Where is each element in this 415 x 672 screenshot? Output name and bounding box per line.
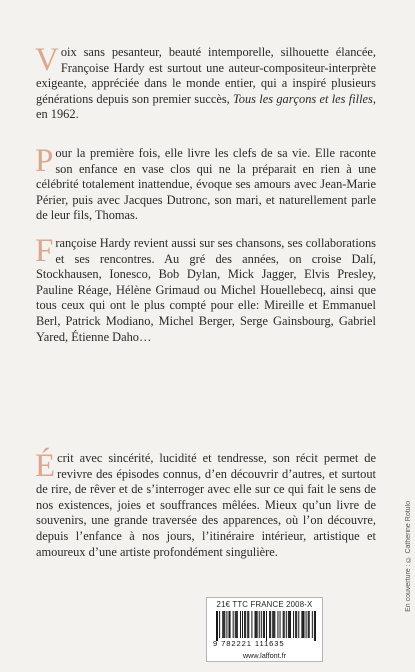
barcode-bar	[236, 611, 237, 638]
barcode-bar	[224, 611, 225, 638]
barcode-bar	[302, 611, 303, 638]
barcode-bar	[255, 611, 256, 638]
barcode-bar	[286, 611, 287, 638]
barcode-bar	[290, 611, 291, 638]
barcode-bar	[315, 611, 316, 641]
barcode-bar	[280, 611, 281, 638]
paragraph-intro	[35, 42, 376, 123]
drop-cap: F	[35, 233, 54, 269]
barcode-bar	[272, 611, 273, 638]
barcode-image	[216, 611, 316, 641]
barcode-bar	[289, 611, 290, 638]
paragraph-life	[35, 143, 376, 224]
barcode-box	[206, 597, 323, 662]
barcode-bar	[261, 611, 262, 638]
barcode-bar	[247, 611, 248, 638]
barcode-bar	[216, 611, 217, 641]
barcode-bar	[264, 611, 265, 638]
barcode-bar	[251, 611, 252, 638]
barcode-bar	[306, 611, 307, 638]
barcode-bar	[242, 611, 243, 638]
barcode-bar	[219, 611, 220, 638]
barcode-bar	[230, 611, 231, 638]
barcode-bar	[298, 611, 299, 638]
paragraph-tail: , en 1962.	[36, 91, 376, 122]
song-title: Tous les garçons et les filles	[233, 91, 373, 106]
barcode-bar	[283, 611, 284, 638]
barcode-bar	[274, 611, 275, 638]
paragraph-text: crit avec sincérité, lucidité et tendresse, son récit permet de revivre des épisodes connus, d’en découvrir d’autres, et surtout de rire, de rêver et de s’interroger avec elle sur ce qui fait le sens de nos existences, joies et souffrances mêlées. Mieux qu’un livre de souvenirs, une grande traversée des apparences, où l’on découvre, depuis l’enfance à nos jours, l’itinéraire intérieur, artistique et amoureux d’une artiste profondément singulière.	[36, 451, 376, 559]
paragraph-collaborations	[35, 233, 376, 345]
barcode-bar	[309, 611, 310, 638]
cover-photo-credit: En couverture : © Catherine Rotulo	[405, 501, 412, 612]
barcode-bar	[304, 611, 305, 638]
barcode-bar	[273, 611, 274, 638]
paragraph-text: oix sans pesanteur, beauté intemporelle, silhouette élancée, Françoise Hardy est surtout une auteur-compositeur-interprète exigeante, appréciée dans le monde entier, qui a inspiré plusieurs générations depuis son premier succès,	[36, 45, 376, 106]
barcode-bar	[288, 611, 289, 638]
barcode-bar	[259, 611, 260, 638]
barcode-bar	[235, 611, 236, 638]
barcode-bar	[301, 611, 302, 638]
barcode-bar	[308, 611, 309, 638]
barcode-bar	[240, 611, 241, 638]
drop-cap: É	[35, 448, 56, 484]
paragraph-text: rançoise Hardy revient aussi sur ses chansons, ses collaborations et ses rencontres. Au gré des années, on croise Dalí, Stockhausen, Ionesco, Bob Dylan, Mick Jagger, Elvis Presley, Pauline Réage, Hélène Grimaud ou Michel Houellebecq, ainsi que tous ceux qui ont le plus compté pour elle: Mireille et Emmanuel Berl, Patrick Modiano, Michel Berger, Serge Gainsbourg, Gabriel Yared, Étienne Daho…	[36, 236, 376, 344]
barcode-bar	[277, 611, 278, 638]
paragraph-summary	[35, 448, 376, 560]
barcode-bar	[295, 611, 296, 638]
barcode-bar	[257, 611, 258, 638]
barcode-bar	[293, 611, 294, 638]
barcode-bar	[296, 611, 297, 638]
publisher-url: www.laffont.fr	[242, 651, 286, 660]
barcode-bar	[284, 611, 285, 638]
isbn-digits: 9 782221 111635	[213, 639, 285, 648]
barcode-bar	[223, 611, 224, 638]
barcode-bar	[266, 611, 267, 641]
barcode-bar	[233, 611, 234, 638]
barcode-bar	[314, 611, 315, 641]
barcode-bar	[263, 611, 264, 638]
barcode-bar	[312, 611, 313, 638]
barcode-bar	[237, 611, 238, 638]
price-line: 21€ TTC FRANCE 2008-X	[216, 600, 313, 609]
barcode-bar	[269, 611, 270, 638]
barcode-bar	[229, 611, 230, 638]
barcode-bar	[244, 611, 245, 638]
barcode-bar	[245, 611, 246, 638]
barcode-bar	[222, 611, 223, 638]
barcode-bar	[270, 611, 271, 638]
barcode-bar	[217, 611, 218, 641]
drop-cap: V	[35, 42, 59, 78]
barcode-bar	[226, 611, 227, 638]
paragraph-text: our la première fois, elle livre les clefs de sa vie. Elle raconte son enfance en vase clos qui ne la préparait en rien à une célébrité totalement inattendue, évoque ses amours avec Jean-Marie Périer, puis avec Jacques Dutronc, son mari, et naturellement parle de leur fils, Thomas.	[36, 146, 376, 223]
barcode-bar	[248, 611, 249, 638]
drop-cap: P	[35, 143, 54, 179]
barcode-bar	[256, 611, 257, 638]
